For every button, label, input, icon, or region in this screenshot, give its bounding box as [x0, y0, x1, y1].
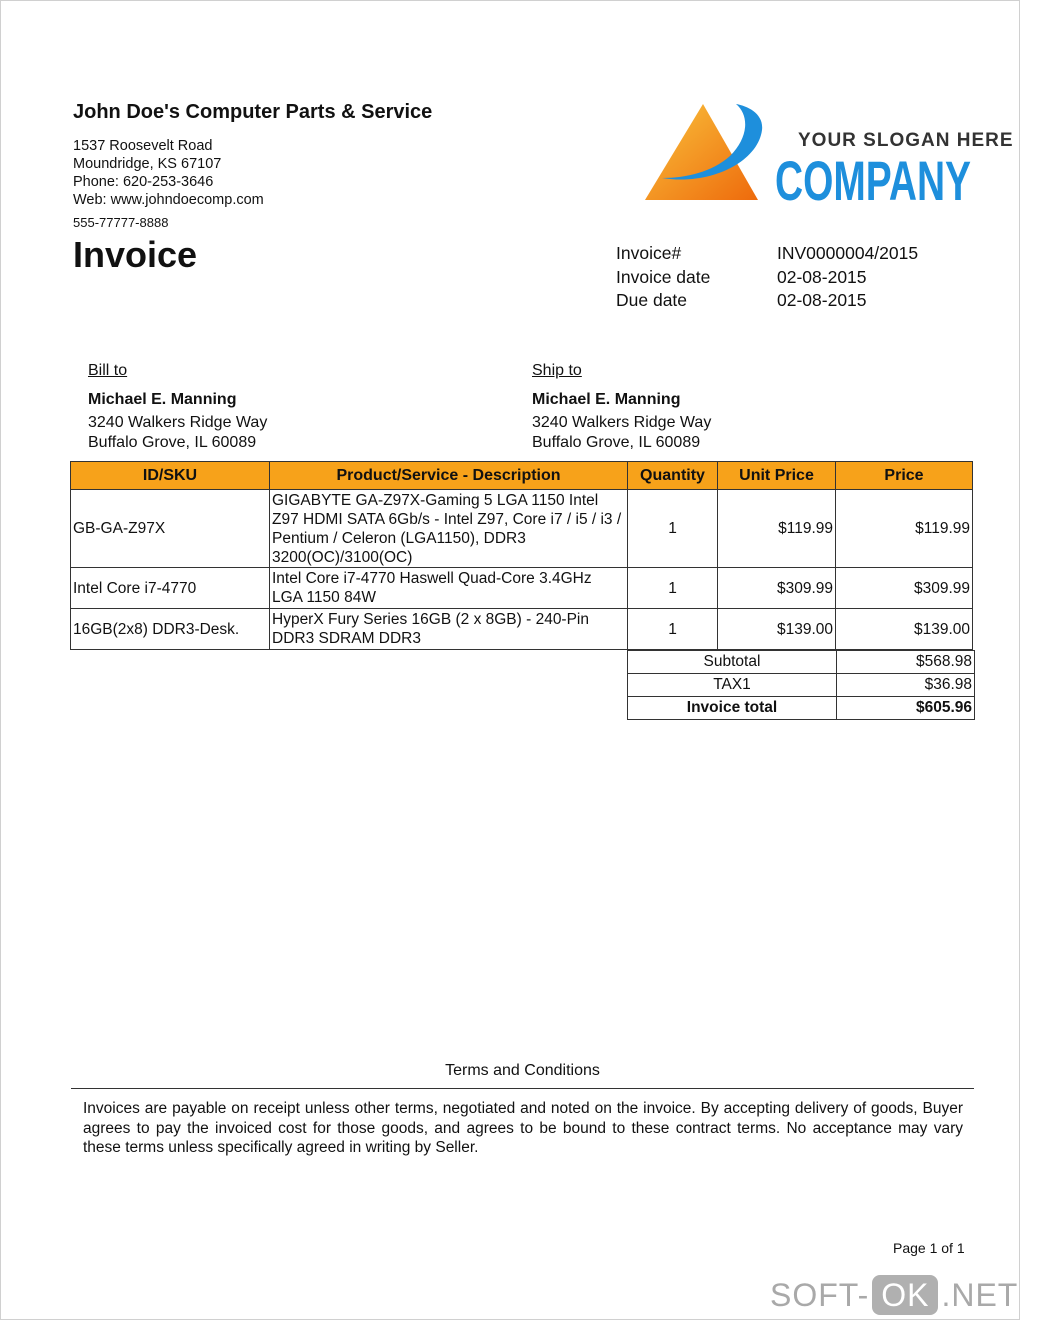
- description-cell: Intel Core i7-4770 Haswell Quad-Core 3.4GHz LGA 1150 84W: [270, 568, 628, 609]
- watermark: [770, 1275, 1018, 1315]
- page-title: Invoice: [73, 234, 198, 275]
- bill-to-line: Buffalo Grove, IL 60089: [88, 433, 257, 451]
- unit-price-cell: $309.99: [718, 568, 836, 609]
- price-cell: $309.99: [836, 568, 973, 609]
- column-header: Product/Service - Description: [270, 462, 628, 490]
- extra-phone: 555-77777-8888: [73, 215, 169, 230]
- unit-price-cell: $139.00: [718, 609, 836, 650]
- ship-to: [532, 361, 711, 452]
- divider: [71, 1088, 974, 1089]
- quantity-cell: 1: [628, 609, 718, 650]
- logo-company: COMPANY: [775, 149, 971, 212]
- tax-value: $36.98: [837, 674, 975, 697]
- column-header: ID/SKU: [71, 462, 270, 490]
- company-phone: Phone: 620-253-3646: [73, 174, 214, 190]
- total-label: Invoice total: [628, 697, 837, 720]
- meta-label: Invoice date: [616, 266, 711, 287]
- page-number: Page 1 of 1: [893, 1240, 965, 1256]
- address-line: 1537 Roosevelt Road: [73, 138, 213, 154]
- column-header: Unit Price: [718, 462, 836, 490]
- invoice-number: INV0000004/2015: [777, 243, 919, 263]
- sku-cell: 16GB(2x8) DDR3-Desk.: [71, 609, 270, 650]
- bill-to-name: Michael E. Manning: [88, 390, 237, 408]
- subtotal-value: $568.98: [837, 651, 975, 674]
- description-cell: HyperX Fury Series 16GB (2 x 8GB) - 240-Pin DDR3 SDRAM DDR3: [270, 609, 628, 650]
- column-header: Quantity: [628, 462, 718, 490]
- ship-to-name: Michael E. Manning: [532, 390, 681, 408]
- ship-to-line: 3240 Walkers Ridge Way: [532, 414, 712, 431]
- totals-table: [627, 650, 975, 720]
- total-value: $605.96: [837, 697, 975, 720]
- total-row: [628, 697, 975, 720]
- meta-label: Due date: [616, 290, 688, 310]
- company-address: [73, 137, 264, 209]
- table-header-row: [71, 462, 973, 490]
- bill-to: [88, 361, 267, 452]
- table-row: [71, 568, 973, 609]
- meta-label: Invoice#: [616, 243, 682, 263]
- ship-to-line: Buffalo Grove, IL 60089: [532, 433, 701, 451]
- table-row: [71, 490, 973, 568]
- watermark-ok: OK: [872, 1275, 938, 1315]
- address-line: Moundridge, KS 67107: [73, 156, 222, 172]
- due-date-row: [616, 289, 918, 313]
- subtotal-row: [628, 651, 975, 674]
- column-header: Price: [836, 462, 973, 490]
- logo-slogan: YOUR SLOGAN HERE: [798, 130, 1014, 151]
- bill-to-line: 3240 Walkers Ridge Way: [88, 414, 268, 431]
- company-logo: [640, 100, 1014, 212]
- quantity-cell: 1: [628, 568, 718, 609]
- invoice-date: 02-08-2015: [777, 266, 867, 287]
- bill-to-header: Bill to: [88, 362, 128, 379]
- tax-label: TAX1: [628, 674, 837, 697]
- ship-to-header: Ship to: [532, 362, 582, 379]
- price-cell: $139.00: [836, 609, 973, 650]
- logo-triangle-icon: [640, 100, 1014, 212]
- watermark-right: .NET: [941, 1276, 1019, 1313]
- quantity-cell: 1: [628, 490, 718, 568]
- unit-price-cell: $119.99: [718, 490, 836, 568]
- company-web: Web: www.johndoecomp.com: [73, 192, 264, 208]
- invoice-number-row: [616, 242, 918, 266]
- terms-body: Invoices are payable on receipt unless other terms, negotiated and noted on the invoice. By accepting delivery of goods, Buyer agrees to pay the invoiced cost for those goods, and agrees to be bound to these contract terms. No acceptance may vary these terms unless specifically agreed in writing by Seller.: [83, 1100, 963, 1156]
- price-cell: $119.99: [836, 490, 973, 568]
- description-cell: GIGABYTE GA-Z97X-Gaming 5 LGA 1150 Intel Z97 HDMI SATA 6Gb/s - Intel Z97, Core i7 / i5 / i3 / Pentium / Celeron (LGA1150), DDR3 3200(OC)/3100(OC): [270, 490, 628, 568]
- company-name: John Doe's Computer Parts & Service: [73, 101, 433, 123]
- table-row: [71, 609, 973, 650]
- due-date: 02-08-2015: [777, 290, 867, 310]
- tax-row: [628, 674, 975, 697]
- terms-title: Terms and Conditions: [445, 1062, 600, 1079]
- subtotal-label: Subtotal: [628, 651, 837, 674]
- invoice-date-row: [616, 266, 918, 290]
- watermark-left: SOFT-: [770, 1276, 870, 1313]
- items-table: [70, 461, 973, 650]
- invoice-meta: [616, 242, 918, 313]
- sku-cell: GB-GA-Z97X: [71, 490, 270, 568]
- sku-cell: Intel Core i7-4770: [71, 568, 270, 609]
